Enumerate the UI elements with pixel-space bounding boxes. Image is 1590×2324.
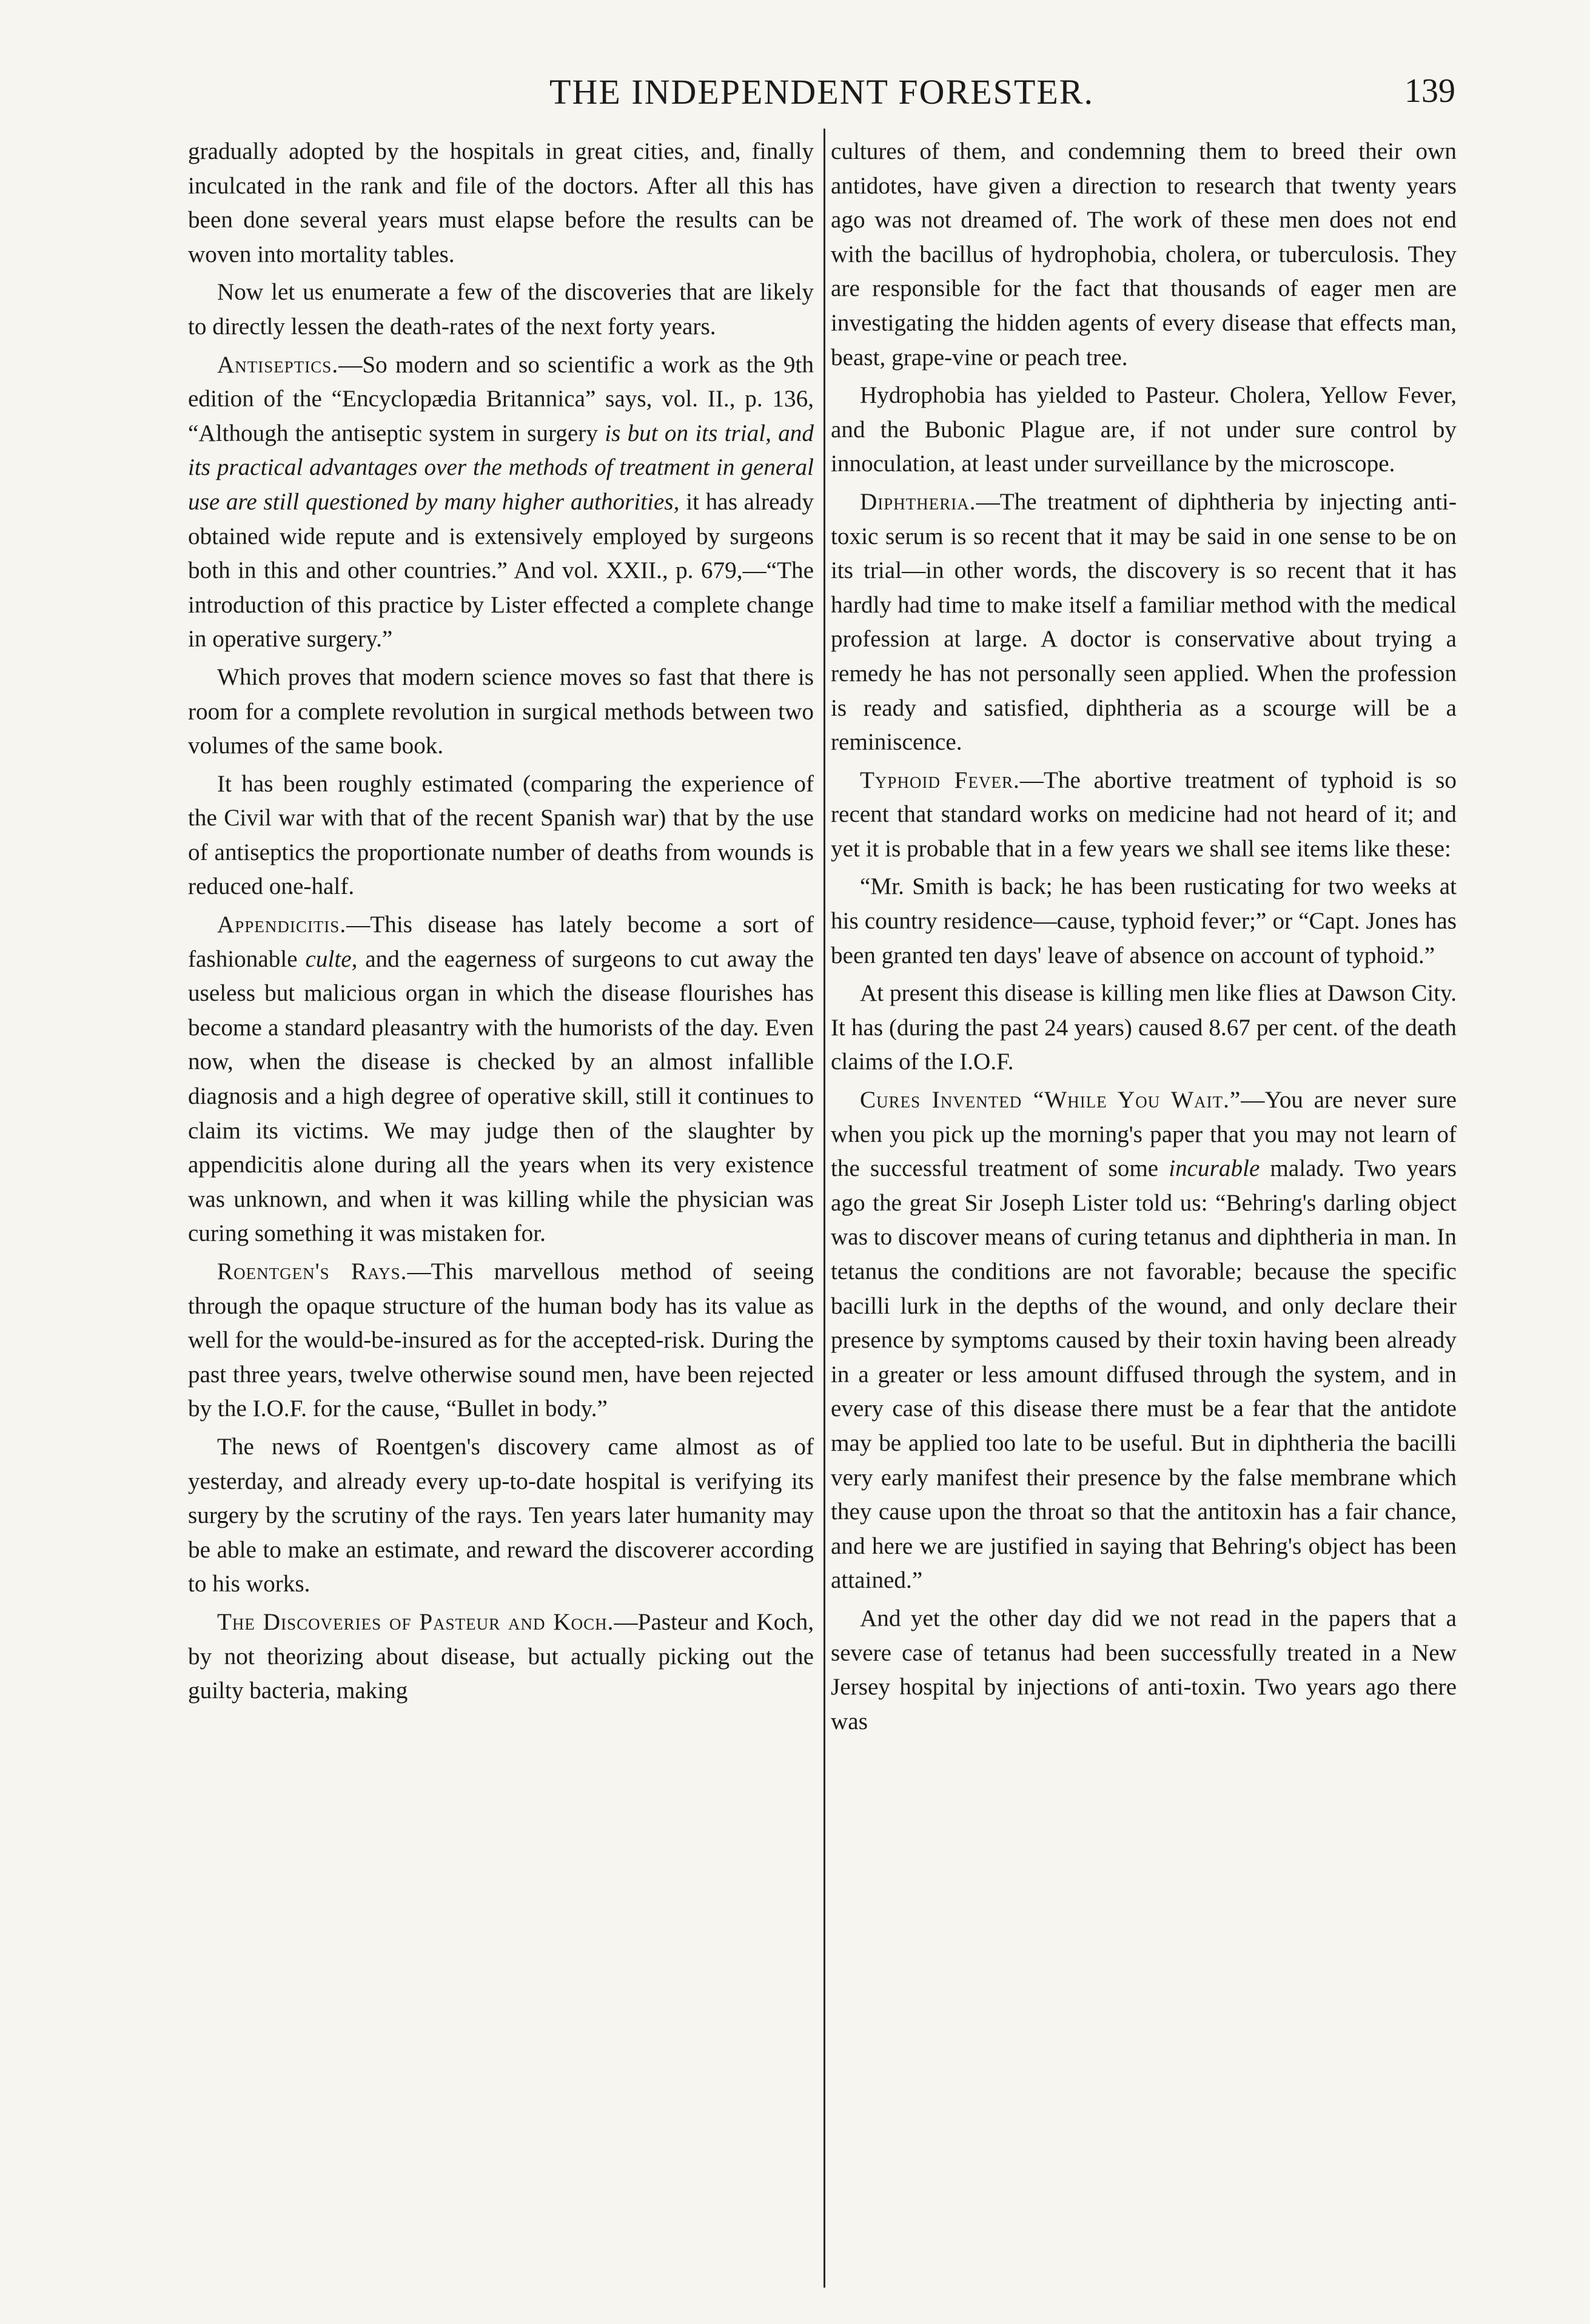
- italic-text: incurable: [1169, 1155, 1260, 1182]
- paragraph-text: Hydrophobia has yielded to Pasteur. Cholera, Yellow Fever, and the Bubonic Plague are, if not under sure control by innoculation, at least under surveillance by the microscope.: [831, 382, 1457, 477]
- italic-text: culte,: [305, 945, 358, 972]
- right-column: [831, 135, 1457, 2294]
- paragraph-text: “Mr. Smith is back; he has been rusticating for two weeks at his country residence—cause, typhoid fever;” or “Capt. Jones has been granted ten days' leave of absence on account of typhoid.”: [831, 873, 1457, 969]
- section-heading: Antiseptics.: [217, 351, 339, 378]
- paragraph: [831, 1602, 1457, 1739]
- paragraph-diphtheria: [831, 485, 1457, 760]
- paragraph-text: It has been roughly estimated (comparing the experience of the Civil war with that of the recent Spanish war) that by the use of antiseptics the proportionate number of deaths from wounds is reduced one-half.: [188, 770, 814, 900]
- paragraph-roentgen: [188, 1255, 814, 1426]
- paragraph-antiseptics: [188, 348, 814, 657]
- section-heading: The Discoveries of Pasteur and Koch.: [217, 1608, 614, 1635]
- page-number: 139: [1404, 72, 1455, 110]
- paragraph: [831, 976, 1457, 1080]
- paragraph-cures: [831, 1083, 1457, 1598]
- paragraph: [188, 767, 814, 904]
- section-heading: Typhoid Fever.: [860, 767, 1020, 793]
- paragraph: [188, 1430, 814, 1602]
- paragraph-pasteur-koch: [188, 1605, 814, 1708]
- left-column: [188, 135, 814, 2294]
- section-heading: Diphtheria.: [860, 488, 976, 515]
- paragraph-appendicitis: [188, 908, 814, 1251]
- paragraph: [188, 135, 814, 272]
- paragraph-text: —Pasteur and Koch, by not theorizing about disease, but actually picking out the guilty bacteria, making: [188, 1608, 814, 1704]
- italic-text: is but on its trial, and its practical advantages over the methods of treatment in general use are still questioned by many higher authorities,: [188, 420, 814, 515]
- paragraph-text: it has already obtained wide repute and is extensively employed by surgeons both in this and other countries.” And vol. XXII., p. 679,—“The introduction of this practice by Lister effected a complete change in operative surgery.”: [188, 488, 814, 653]
- paragraph: [831, 870, 1457, 973]
- paragraph-text: Which proves that modern science moves so fast that there is room for a complete revolution in surgical methods between two volumes of the same book.: [188, 663, 814, 759]
- paragraph: [188, 275, 814, 344]
- paragraph-text: At present this disease is killing men like flies at Dawson City. It has (during the past 24 years) caused 8.67 per cent. of the death claims of the I.O.F.: [831, 980, 1457, 1075]
- paragraph-text: malady. Two years ago the great Sir Joseph Lister told us: “Behring's darling object was to discover means of curing tetanus and diphtheria in man. In tetanus the conditions are not favorable; because the specific bacilli lurk in the depths of the wound, and only declare their presence by symptoms caused by their toxin having been already in a greater or less amount diffused through the system, and in every case of this disease there must be a fear that the antidote may be applied too late to be useful. But in diphtheria the bacilli very early manifest their presence by the false membrane which they cause upon the throat so that the antitoxin has a fair chance, and here we are justified in saying that Behring's object has been attained.”: [831, 1155, 1457, 1594]
- paragraph-text: —You are never sure when you pick up the morning's paper that you may not learn of the successful treatment of some: [831, 1087, 1457, 1182]
- paragraph-typhoid: [831, 764, 1457, 867]
- running-title: THE INDEPENDENT FORESTER.: [549, 72, 1094, 112]
- paragraph: [188, 660, 814, 764]
- paragraph-text: —This marvellous method of seeing through the opaque structure of the human body has its value as well for the would-be-insured as for the accepted-risk. During the past three years, twelve otherwise sound men, have been rejected by the I.O.F. for the cause, “Bullet in body.”: [188, 1258, 814, 1422]
- section-heading: Cures Invented “While You Wait.”: [860, 1087, 1241, 1113]
- paragraph-text: And yet the other day did we not read in the papers that a severe case of tetanus had been successfully treated in a New Jersey hospital by injections of anti-toxin. Two years ago there was: [831, 1605, 1457, 1735]
- section-heading: Appendicitis.: [217, 912, 347, 938]
- paragraph-text: cultures of them, and condemning them to breed their own antidotes, have given a direction to research that twenty years ago was not dreamed of. The work of these men does not end with the bacillus of hydrophobia, cholera, or tuberculosis. They are responsible for the fact that thousands of eager men are investigating the hidden agents of every disease that effects man, beast, grape-vine or peach tree.: [831, 138, 1457, 371]
- column-divider: [824, 129, 825, 2288]
- paragraph: [831, 378, 1457, 482]
- page-header: [188, 72, 1455, 126]
- paragraph-text: —The treatment of diphtheria by injecting anti-toxic serum is so recent that it may be said in one sense to be on its trial—in other words, the discovery is so recent that it has hardly had time to make itself a familiar method with the medical profession at large. A doctor is conservative about trying a remedy he has not personally seen applied. When the profession is ready and satisfied, diphtheria as a scourge will be a reminiscence.: [831, 488, 1457, 756]
- paragraph-text: —So modern and so scientific a work as the 9th edition of the “Encyclopædia Britannica” says, vol. II., p. 136, “Although the antiseptic system in surgery: [188, 351, 814, 446]
- paragraph-text: The news of Roentgen's discovery came almost as of yesterday, and already every up-to-date hospital is verifying its surgery by the scrutiny of the rays. Ten years later humanity may be able to make an estimate, and reward the discoverer according to his works.: [188, 1433, 814, 1597]
- paragraph: [831, 135, 1457, 375]
- section-heading: Roentgen's Rays.: [217, 1258, 408, 1285]
- paragraph-text: —This disease has lately become a sort of fashionable: [188, 912, 814, 972]
- paragraph-text: gradually adopted by the hospitals in great cities, and, finally inculcated in the rank and file of the doctors. After all this has been done several years must elapse before the results can be woven into mortality tables.: [188, 138, 814, 267]
- paragraph-text: —The abortive treatment of typhoid is so recent that standard works on medicine had not heard of it; and yet it is probable that in a few years we shall see items like these:: [831, 767, 1457, 862]
- paragraph-text: Now let us enumerate a few of the discoveries that are likely to directly lessen the death-rates of the next forty years.: [188, 279, 814, 340]
- paragraph-text: and the eagerness of surgeons to cut away the useless but malicious organ in which the disease flourishes has become a standard pleasantry with the humorists of the day. Even now, when the disease is checked by an almost infallible diagnosis and a high degree of operative skill, still it continues to claim its victims. We may judge then of the slaughter by appendicitis alone during all the years when its very existence was unknown, and when it was killing while the physician was curing something it was mistaken for.: [188, 945, 814, 1247]
